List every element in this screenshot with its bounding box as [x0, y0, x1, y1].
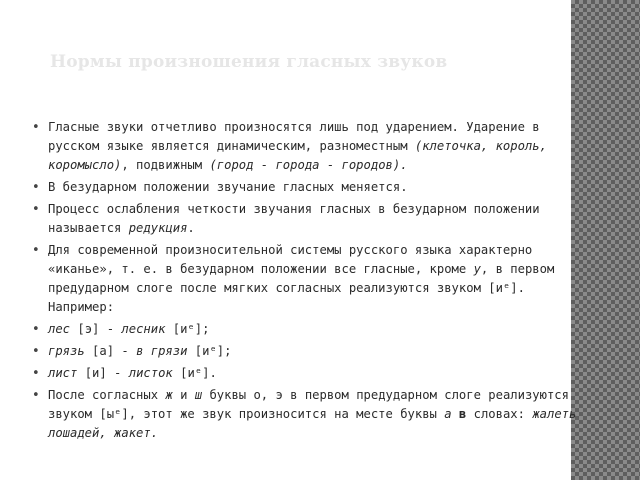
bullet-item [32, 118, 592, 175]
bullet-text-segment: лесник [121, 322, 166, 336]
bullet-dot-icon: • [32, 120, 40, 135]
bullet-item [32, 320, 592, 339]
bullet-dot-icon: • [32, 344, 40, 359]
bullet-item [32, 241, 592, 317]
bullet-text-segment: а [444, 407, 452, 421]
bullet-text-segment: у [473, 262, 481, 276]
bullet-text-segment: , подвижным [121, 158, 210, 172]
bullet-text-segment: лес [48, 322, 71, 336]
slide-title: Нормы произношения гласных звуков [50, 52, 448, 72]
bullet-text-segment: [иᵉ]; [165, 322, 210, 336]
bullet-item [32, 386, 592, 443]
bullet-text-segment: [иᵉ]; [187, 344, 232, 358]
bullet-text-segment: Процесс ослабления четкости звучания гласных в безударном положении называется [48, 202, 540, 235]
bullet-dot-icon: • [32, 322, 40, 337]
bullet-dot-icon: • [32, 388, 40, 403]
bullet-text-segment: [э] - [70, 322, 122, 336]
bullet-text-segment: Для современной произносительной системы русского языка характерно «иканье», т. е. в безударном положении все гласные, кроме [48, 243, 533, 276]
bullet-text-segment: жалеть лошадей, жакет. [48, 407, 577, 440]
bullet-dot-icon: • [32, 366, 40, 381]
bullet-text-segment: ж [165, 388, 173, 402]
bullet-item [32, 178, 592, 197]
bullet-text-segment: (город - города - городов). [209, 158, 408, 172]
bullet-text-segment: После согласных [48, 388, 166, 402]
bullet-text-segment: Гласные звуки отчетливо произносятся лишь под ударением. Ударение в русском языке является динамическим, разноместным [48, 120, 540, 153]
bullet-dot-icon: • [32, 180, 40, 195]
bullet-text-segment: (клеточка, король, коромысло) [48, 139, 547, 172]
bullet-text-segment: [иᵉ]. [172, 366, 217, 380]
bullet-text-segment: В безударном положении звучание гласных меняется. [48, 180, 408, 194]
bullet-dot-icon: • [32, 243, 40, 258]
bullet-text-segment: буквы о, э в первом предударном слоге реализуются звуком [ыᵉ], этот же звук произносится на месте буквы [48, 388, 569, 421]
bullet-text-segment: редукция [128, 221, 188, 235]
bullet-item [32, 364, 592, 383]
bullet-text-segment: [и] - [77, 366, 129, 380]
bullet-text-segment: лист [48, 366, 78, 380]
bullet-text-segment: словах: [466, 407, 533, 421]
bullet-text-segment: . [187, 221, 195, 235]
bullet-text-segment: в [458, 407, 467, 421]
bullet-item [32, 342, 592, 361]
bullet-text-segment [452, 407, 459, 421]
bullet-text-segment: грязь [48, 344, 85, 358]
bullet-text-segment: листок [128, 366, 173, 380]
bullet-text-segment: , в первом предударном слоге после мягких согласных реализуются звуком [иᵉ]. Например: [48, 262, 555, 314]
bullet-text-segment: и [172, 388, 195, 402]
bullet-item [32, 200, 592, 238]
bullet-text-segment: ш [194, 388, 203, 402]
bullet-dot-icon: • [32, 202, 40, 217]
bullet-list [32, 118, 592, 446]
bullet-text-segment: в грязи [136, 344, 188, 358]
bullet-text-segment: [а] - [84, 344, 137, 358]
